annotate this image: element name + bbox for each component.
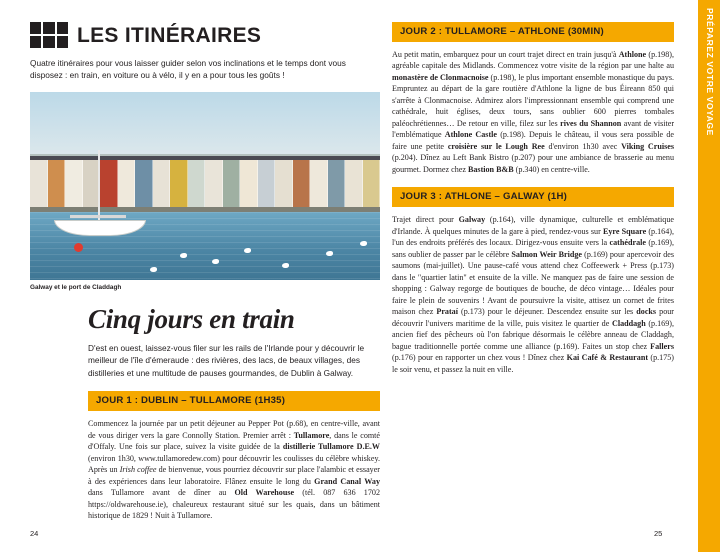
page-title: LES ITINÉRAIRES — [77, 23, 262, 47]
photo-swan — [212, 259, 219, 264]
photo-swan — [180, 253, 187, 258]
photo-caption: Galway et le port de Claddagh — [30, 284, 122, 292]
left-column — [30, 22, 380, 522]
photo-boat-boom — [70, 215, 126, 218]
day-3-text: Trajet direct pour Galway (p.164), ville dynamique, culturelle et emblématique d'Irlande. À quelques minutes de la gare à pied, rendez-vous sur Eyre Square (p.164), l'un des endroits préférés des locaux. Dirigez-vous ensuite vers la cathédrale (p.169), sans oublier de passer par le célèbre Salmon Weir Bridge (p.169) pour apercevoir des saumons (mai-juillet). Une pause-café vous attend chez Coffeewerk + Press (p.173) dans le "quartier latin" et ensuite de la ville. Ne manquez pas de faire une session de shopping : Galway regorge de boutiques de bouche, de déco vintage… Idéales pour faire le plein de souvenirs ! Avant de poursuivre la visite, attisez un cornet de frites maison chez Prataí (p.173) pour le déjeuner. Descendez ensuite sur les docks pour découvrir l'univers maritime de la ville, puis visitez le quartier de Claddagh (p.169), ancien fief des pêcheurs où l'on fabrique désormais le célèbre anneau de Claddagh, bague traditionnelle portée comme une alliance (p.169). Faites un stop chez Fallers (p.176) pour en rapporter un chez vous ! Dînez chez Kai Café & Restaurant (p.175) le soir venu, et passez la nuit en ville. — [392, 215, 675, 374]
section-lede: D'est en ouest, laissez-vous filer sur les rails de l'Irlande pour y découvrir le meilleur de l'île d'émeraude : des rivières, des lacs, de beaux villages, des distilleries et une multitude de pauses gourmandes, de Dublin à Galway. — [88, 343, 365, 378]
right-column — [392, 22, 674, 375]
photo-houses — [30, 160, 380, 209]
day-1-header: JOUR 1 : DUBLIN – TULLAMORE (1H35) — [88, 391, 380, 411]
photo-swan — [244, 248, 251, 253]
photo-swan — [282, 263, 289, 268]
day-1-text: Commencez la journée par un petit déjeuner au Pepper Pot (p.68), en centre-ville, avant de vous diriger vers la gare Connolly Station. Premier arrêt : Tullamore, dans le comté d'Offaly. Une fois sur place, suivez la visite guidée de la distillerie Tullamore D.E.W (environ 1h30, www.tullamoredew.com) pour découvrir les coulisses du célèbre whiskey. Après un Irish coffee de bienvenue, vous pourriez découvrir sur place l'alambic et essayer à des expériences dans leur laboratoire. Flânez ensuite le long du Grand Canal Way dans Tullamore avant de dîner au Old Warehouse (tél. 087 636 1702 https://oldwarehouse.ie), chaleureux restaurant situé sur les quais, dans un bâtiment historique de 1829 ! Nuit à Tullamore. — [88, 419, 381, 521]
photo-swan — [150, 267, 157, 272]
page-title-row — [30, 22, 380, 48]
photo-sky — [30, 92, 380, 163]
photo-swan — [326, 251, 333, 256]
day-2-text: Au petit matin, embarquez pour un court trajet direct en train jusqu'à Athlone (p.198), agréable capitale des Midlands. Commencez votre visite de la région par une halte au monastère de Clonmacnoise (p.198), le plus important ensemble monastique du pays. Empruntez au départ de la gare routière d'Athlone la ligne de bus Éireann 850 qui s'arrête à Clonmacnoise. Admirez alors l'impressionnant ensemble qui comprend une cathédrale, huit églises, deux tours, sans oublier 600 pierres tombales paléochrétiennes… De retour en ville, filez sur les rives du Shannon avant de visiter l'emblématique Athlone Castle (p.198). Depuis le château, il vous sera possible de faire une petite croisière sur le Lough Ree d'environ 1h30 avec Viking Cruises (p.204). Dînez au Left Bank Bistro (p.207) pour une ambiance de brasserie au menu gourmet. Dormez chez Bastion B&B (p.340) en centre-ville. — [392, 50, 675, 174]
grid-squares-icon — [30, 22, 68, 48]
intro-paragraph: Quatre itinéraires pour vous laisser guider selon vos inclinations et le temps dont vous disposez : en train, en voiture ou à vélo, il y en a pour tous les goûts ! — [30, 58, 346, 81]
day-2-block — [392, 22, 674, 175]
day-3-block — [392, 187, 674, 375]
photo-buoy — [74, 243, 83, 252]
galway-harbour-photo — [30, 92, 380, 280]
photo-swan — [360, 241, 367, 246]
page-number-right: 25 — [654, 529, 663, 538]
page-number-left: 24 — [30, 529, 39, 538]
section-tab-label: PRÉPAREZ VOTRE VOYAGE — [705, 8, 715, 136]
section-tab — [698, 0, 720, 552]
day-3-header: JOUR 3 : ATHLONE – GALWAY (1H) — [392, 187, 674, 207]
section-title: Cinq jours en train — [88, 304, 295, 335]
day-2-header: JOUR 2 : TULLAMORE – ATHLONE (30MIN) — [392, 22, 674, 42]
photo-boat-mast — [98, 150, 100, 222]
